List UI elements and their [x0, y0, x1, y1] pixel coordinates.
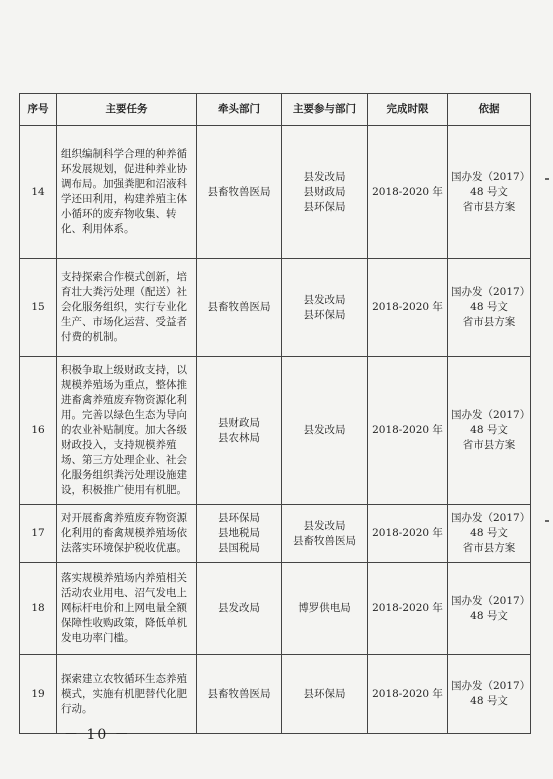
- participant: 县畜牧兽医局: [293, 534, 356, 547]
- header-task: 主要任务: [57, 94, 197, 126]
- basis-line: 48 号文: [470, 185, 508, 198]
- header-basis: 依据: [448, 94, 531, 126]
- row-no: 15: [20, 259, 57, 357]
- lead-dept: 县财政局: [218, 416, 260, 429]
- lead-dept: 县环保局: [218, 512, 260, 524]
- page-number: － 10 －: [64, 727, 131, 743]
- basis-line: 省市县方案: [462, 542, 516, 554]
- row-lead: 县畜牧兽医局: [197, 655, 282, 734]
- row-deadline: 2018-2020 年: [368, 655, 448, 734]
- row-lead: 县畜牧兽医局: [197, 259, 282, 357]
- participant: 县发改局: [303, 293, 346, 306]
- basis-line: 国办发（2017）: [451, 409, 531, 421]
- header-no: 序号: [20, 94, 57, 126]
- row-participants: [282, 259, 368, 357]
- basis-line: 48 号文: [470, 301, 508, 313]
- row-deadline: 2018-2020 年: [368, 126, 448, 259]
- table-row: [20, 259, 531, 357]
- basis-line: 省市县方案: [462, 316, 516, 328]
- row-participants: [282, 655, 368, 734]
- row-lead: [197, 505, 282, 563]
- basis-line: 国办发（2017）: [451, 512, 531, 524]
- scan-edge-mark: [545, 520, 549, 522]
- row-deadline: 2018-2020 年: [368, 357, 448, 505]
- table-row: [20, 563, 531, 655]
- row-lead: 县发改局: [197, 563, 282, 655]
- row-participants: [282, 505, 368, 563]
- participant: 县发改局: [303, 170, 346, 183]
- row-task: 组织编制科学合理的种养循环发展规划，促进种养业协调布局。加强粪肥和沼液科学还田利用，构建养殖主体小循环的废弃物收集、转化、利用体系。: [57, 126, 197, 259]
- row-no: 19: [20, 655, 57, 734]
- row-no: 16: [20, 357, 57, 505]
- row-task: 探索建立农牧循环生态养殖模式，实施有机肥替代化肥行动。: [57, 655, 197, 734]
- participant: 县环保局: [303, 308, 346, 321]
- basis-line: 48 号文: [470, 424, 508, 436]
- row-deadline: 2018-2020 年: [368, 505, 448, 563]
- row-lead: [197, 357, 282, 505]
- row-task: 支持探索合作模式创新，培育壮大粪污处理（配送）社会化服务组织，实行专业化生产、市场化运营、受益者付费的机制。: [57, 259, 197, 357]
- row-task: 落实规模养殖场内养殖相关活动农业用电、沼气发电上网标杆电价和上网电量全额保障性收购政策，降低单机发电功率门槛。: [57, 563, 197, 655]
- row-participants: [282, 357, 368, 505]
- table-row: [20, 655, 531, 734]
- basis-line: 国办发（2017）: [451, 286, 531, 298]
- basis-line: 48 号文: [470, 527, 508, 539]
- row-basis: [448, 357, 531, 505]
- basis-line: 48 号文: [470, 695, 508, 707]
- task-table: [19, 93, 531, 734]
- participant: 县发改局: [303, 519, 346, 532]
- row-basis: [448, 126, 531, 259]
- basis-line: 省市县方案: [462, 200, 516, 213]
- row-no: 18: [20, 563, 57, 655]
- row-task: 对开展畜禽养殖废弃物资源化利用的畜禽规模养殖场依法落实环境保护税收优惠。: [57, 505, 197, 563]
- header-participants: 主要参与部门: [282, 94, 368, 126]
- table-row: [20, 357, 531, 505]
- row-basis: [448, 505, 531, 563]
- participant: 县财政局: [303, 185, 346, 198]
- header-lead: 牵头部门: [197, 94, 282, 126]
- table-row: [20, 505, 531, 563]
- lead-dept: 县地税局: [218, 527, 260, 539]
- basis-line: 国办发（2017）: [451, 680, 531, 692]
- row-participants: [282, 126, 368, 259]
- row-lead: 县畜牧兽医局: [197, 126, 282, 259]
- row-basis: [448, 655, 531, 734]
- basis-line: 国办发（2017）: [451, 170, 531, 183]
- header-deadline: 完成时限: [368, 94, 448, 126]
- basis-line: 省市县方案: [462, 439, 516, 451]
- row-basis: [448, 259, 531, 357]
- lead-dept: 县农林局: [218, 431, 260, 444]
- row-no: 17: [20, 505, 57, 563]
- participant: 博罗供电局: [298, 602, 351, 614]
- row-deadline: 2018-2020 年: [368, 259, 448, 357]
- table-header-row: [20, 94, 531, 126]
- row-task: 积极争取上级财政支持，以规模养殖场为重点，整体推进畜禽养殖废弃物资源化利用。完善以绿色生态为导向的农业补贴制度。加大各级财政投入，支持规模养殖场、第三方处理企业、社会化服务组织粪污处理设施建设，积极推广使用有机肥。: [57, 357, 197, 505]
- row-participants: [282, 563, 368, 655]
- scan-edge-mark: [545, 178, 549, 180]
- participant: 县环保局: [303, 200, 346, 213]
- table-row: [20, 126, 531, 259]
- lead-dept: 县国税局: [218, 542, 260, 554]
- row-basis: [448, 563, 531, 655]
- basis-line: 48 号文: [470, 609, 508, 622]
- basis-line: 国办发（2017）: [451, 594, 531, 607]
- participant: 县发改局: [303, 424, 346, 436]
- participant: 县环保局: [303, 687, 346, 700]
- row-no: 14: [20, 126, 57, 259]
- row-deadline: 2018-2020 年: [368, 563, 448, 655]
